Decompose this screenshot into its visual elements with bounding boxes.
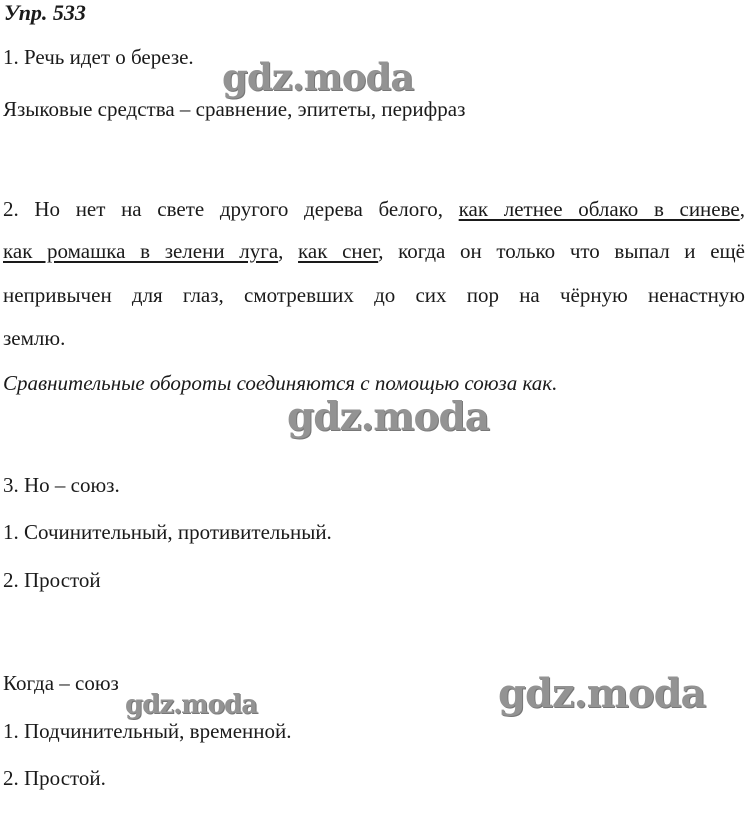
- section2-note: Сравнительные обороты соединяются с помощью союза как.: [3, 371, 558, 395]
- section3-title: 3. Но – союз.: [3, 473, 120, 497]
- section2-line2: [3, 238, 745, 264]
- comma: ,: [739, 197, 745, 221]
- section2-line1: [3, 196, 745, 222]
- watermark-2: gdz.moda: [287, 394, 490, 440]
- section1-line1: 1. Речь идет о березе.: [3, 45, 194, 69]
- watermark-1: gdz.moda: [222, 55, 414, 99]
- section2-line4: землю.: [3, 326, 66, 350]
- watermark-3: gdz.moda: [498, 670, 706, 717]
- comparison-phrase-1: как летнее облако в синеве: [458, 197, 740, 221]
- section4-item1: 1. Подчинительный, временной.: [3, 719, 292, 743]
- section2-line3: непривычен для глаз, смотревших до сих пор на чёрную ненастную: [3, 283, 745, 307]
- section4-item2: 2. Простой.: [3, 766, 106, 790]
- comparison-phrase-3: как снег: [298, 239, 379, 263]
- section3-item2: 2. Простой: [3, 568, 101, 592]
- section3-item1: 1. Сочинительный, противительный.: [3, 520, 332, 544]
- section2-line1-text: 2. Но нет на свете другого дерева белого,: [3, 197, 459, 221]
- exercise-title: Упр. 533: [4, 0, 86, 25]
- section1-line2: Языковые средства – сравнение, эпитеты, перифраз: [3, 97, 466, 121]
- comparison-phrase-2: как ромашка в зелени луга: [3, 239, 279, 263]
- section2-line2-text: , когда он только что выпал и ещё: [378, 239, 746, 263]
- separator: ,: [278, 239, 299, 263]
- watermark-4: gdz.moda: [125, 690, 258, 720]
- section4-title: Когда – союз: [3, 671, 119, 695]
